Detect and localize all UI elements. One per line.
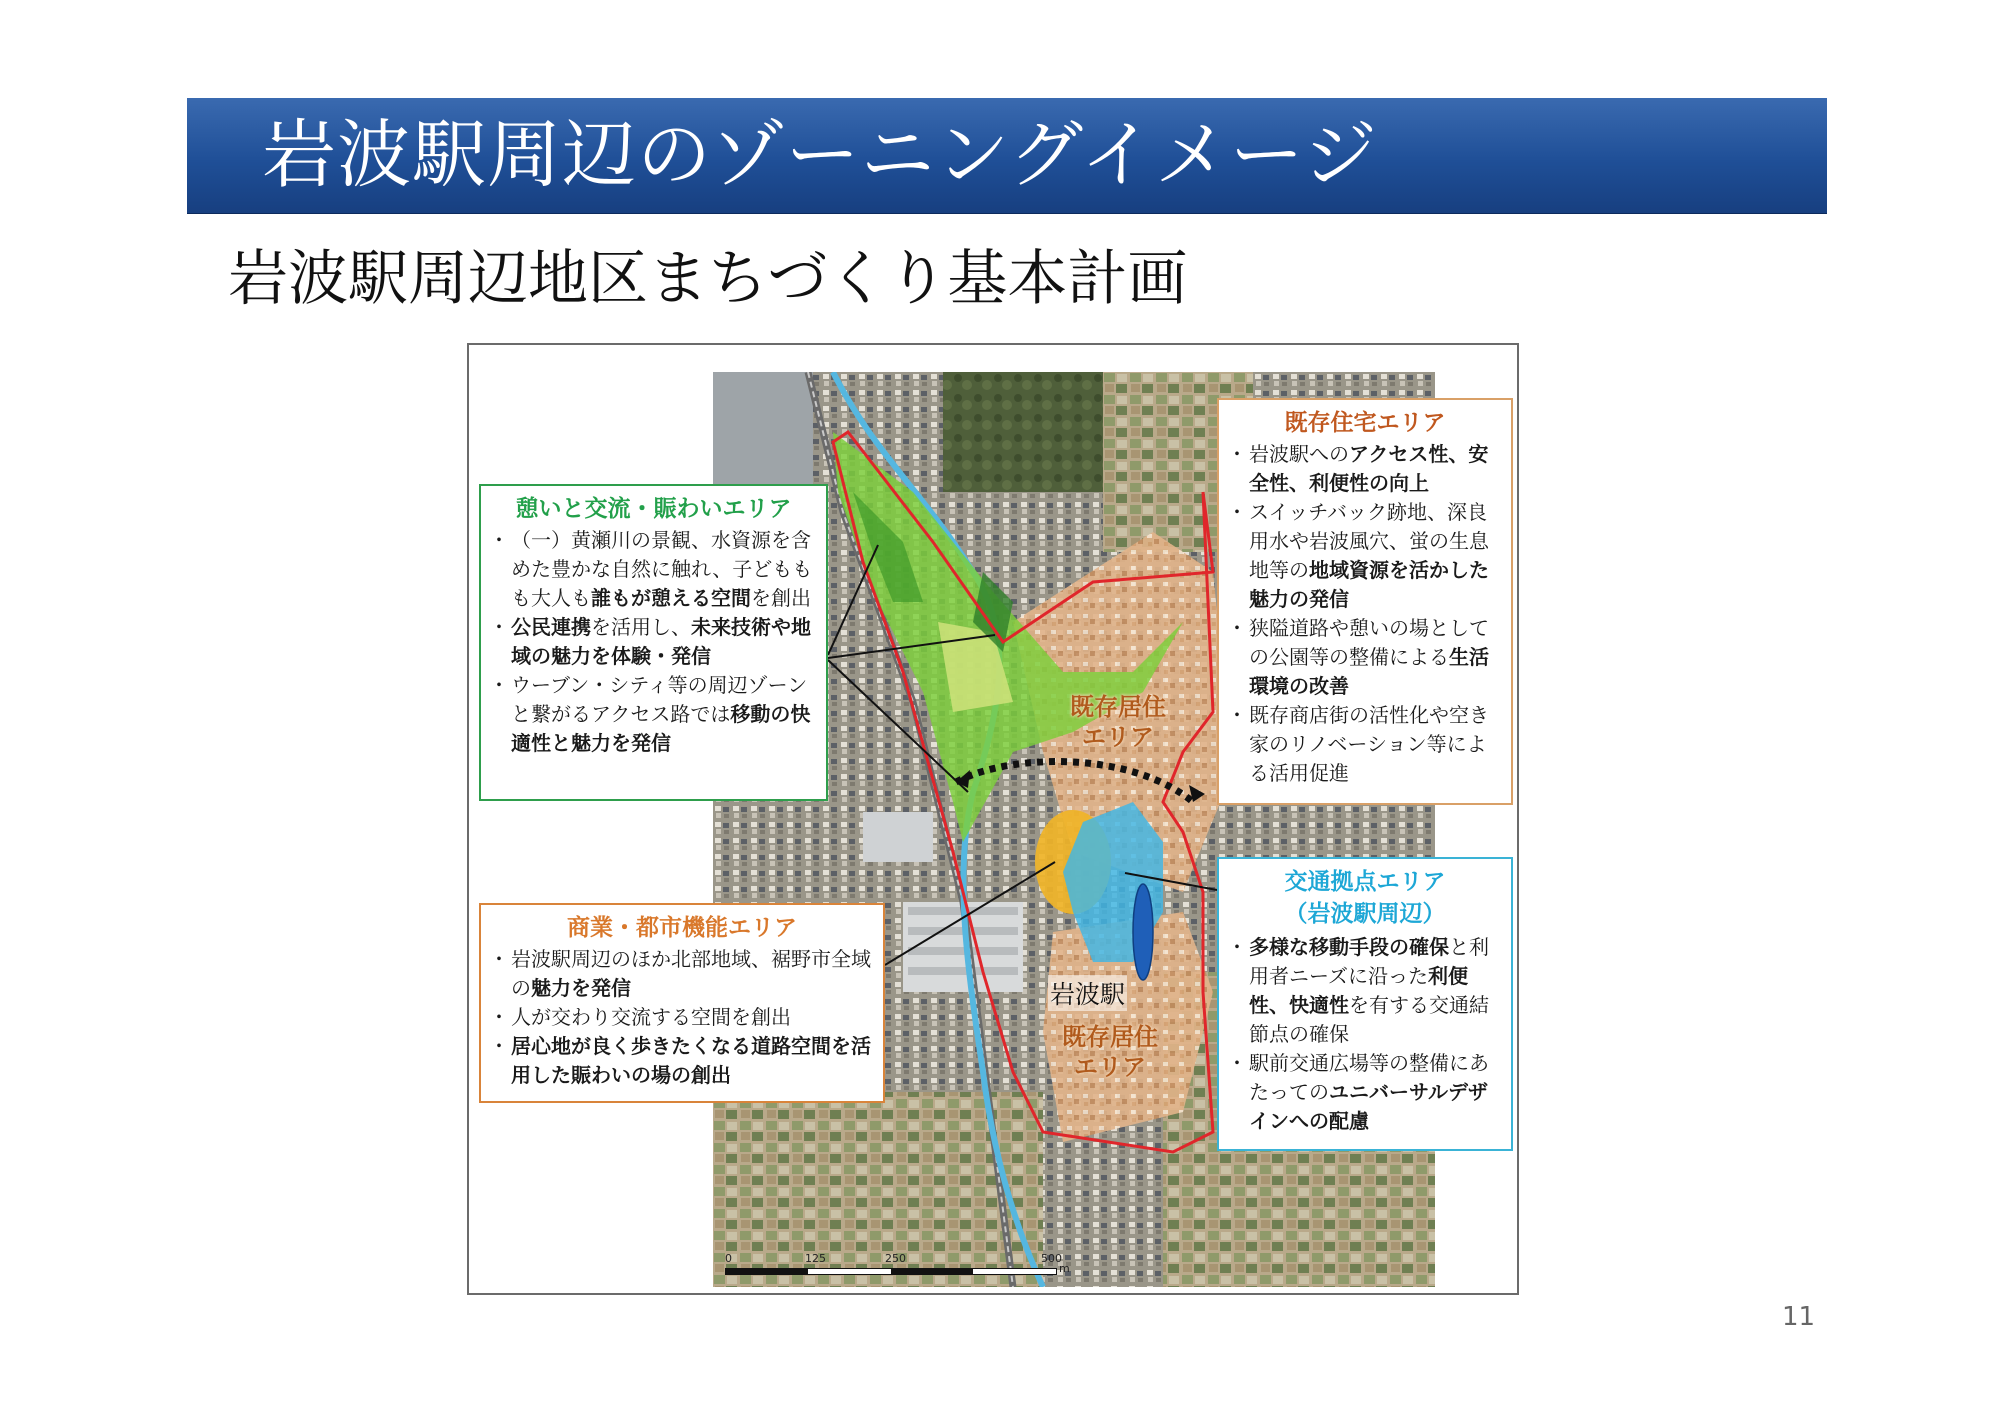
callout-commerce-zone [479,903,885,1103]
list-item: ・ ウーブン・シティ等の周辺ゾーンと繋がるアクセス路では移動の快適性と魅力を発信 [493,671,814,758]
callout-transport-title: 交通拠点エリア [1284,869,1446,895]
callout-residential-title: 既存住宅エリア [1284,410,1446,436]
slide-subtitle: 岩波駅周辺地区まちづくり基本計画 [228,244,1188,314]
scale-tick-250: 250 [885,1252,906,1265]
list-item: ・ 居心地が良く歩きたくなる道路空間を活用した賑わいの場の創出 [493,1032,871,1090]
scale-bar [725,1252,1070,1282]
callout-commerce-title: 商業・都市機能エリア [567,915,797,941]
list-item: ・ 岩波駅周辺のほか北部地域、裾野市全域の魅力を発信 [493,945,871,1003]
residential-upper-line1: 既存居住 [1070,693,1166,721]
list-item: ・ 公民連携を活用し、未来技術や地域の魅力を体験・発信 [493,613,814,671]
callout-commerce-list [493,945,871,1090]
scale-tick-125: 125 [805,1252,826,1265]
scale-tick-500: 500 [1041,1252,1062,1265]
residential-upper-line2: エリア [1082,723,1154,751]
list-item: ・ （一）黄瀬川の景観、水資源を含めた豊かな自然に触れ、子どももも大人も誰もが憩える空間を創出 [493,526,814,613]
list-item: ・ 岩波駅へのアクセス性、安全性、利便性の向上 [1231,440,1499,498]
list-item: ・ 多様な移動手段の確保と利用者ニーズに沿った利便性、快適性を有する交通結節点の確保 [1231,933,1499,1049]
page-number: 11 [1782,1302,1816,1332]
callout-green-zone [479,484,828,801]
callout-transport-zone [1217,857,1513,1151]
callout-green-list [493,526,814,758]
slide-title: 岩波駅周辺のゾーニングイメージ [262,112,1379,198]
list-item: ・ 狭隘道路や憩いの場としての公園等の整備による生活環境の改善 [1231,614,1499,701]
list-item: ・ 人が交わり交流する空間を創出 [493,1003,871,1032]
station-label: 岩波駅 [1048,975,1127,1011]
list-item: ・ 既存商店街の活性化や空き家のリノベーション等による活用促進 [1231,701,1499,788]
callout-residential-zone [1217,398,1513,805]
residential-lower-line2: エリア [1074,1053,1146,1081]
title-bar [187,98,1827,213]
callout-transport-subtitle: （岩波駅周辺） [1284,901,1446,927]
scale-bar-graphic [725,1268,1057,1275]
residential-area-label-upper [1070,692,1166,752]
callout-transport-list [1231,933,1499,1136]
callout-residential-list [1231,440,1499,788]
list-item: ・ スイッチバック跡地、深良用水や岩波風穴、蛍の生息地等の地域資源を活かした魅力の発信 [1231,498,1499,614]
residential-lower-line1: 既存居住 [1062,1023,1158,1051]
residential-area-label-lower [1062,1022,1158,1082]
list-item: ・ 駅前交通広場等の整備にあたってのユニバーサルデザインへの配慮 [1231,1049,1499,1136]
callout-green-title: 憩いと交流・賑わいエリア [515,496,792,522]
scale-unit: m [1059,1262,1070,1275]
scale-tick-0: 0 [725,1252,732,1265]
